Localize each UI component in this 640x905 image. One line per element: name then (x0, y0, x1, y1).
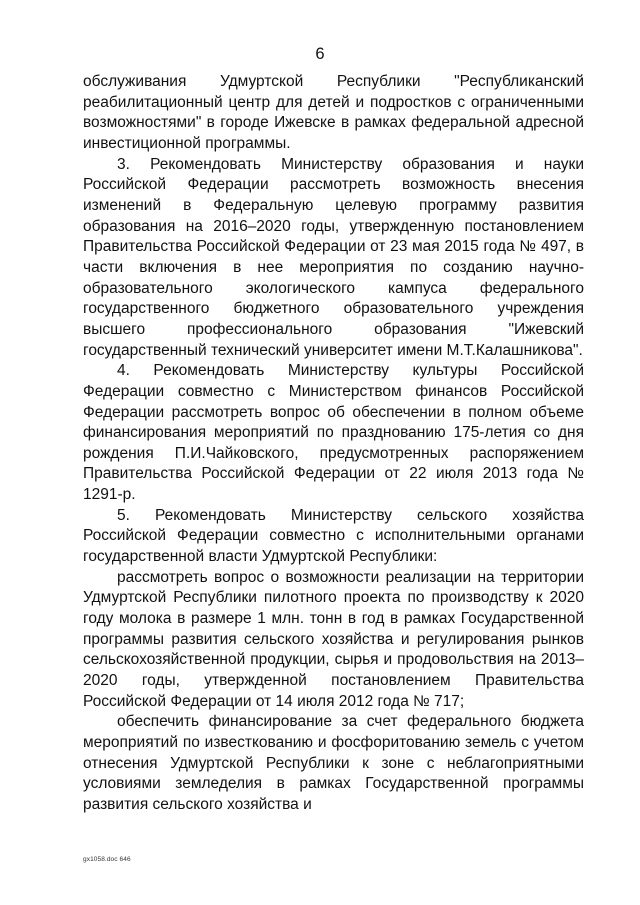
paragraph-subitem-financing: обеспечить финансирование за счет федерального бюджета мероприятий по известкованию и фосфоритованию земель с учетом отнесения Удмуртской Республики к зоне с неблагоприятными условиями земледелия в рамках Государственной программы развития сельского хозяйства и (83, 713, 584, 813)
document-body (83, 72, 584, 816)
document-footer: gx1058.doc 646 (83, 856, 131, 863)
paragraph-item-4: 4. Рекомендовать Министерству культуры Российской Федерации совместно с Министерством финансов Российской Федерации рассмотреть вопрос об обеспечении в полном объеме финансирования мероприятий по празднованию 175-летия со дня рождения П.И.Чайковского, предусмотренных распоряжением Правительства Российской Федерации от 22 июля 2013 года № 1291-р. (83, 362, 584, 504)
paragraph-item-5: 5. Рекомендовать Министерству сельского хозяйства Российской Федерации совместно с исполнительными органами государственной власти Удмуртской Республики: (83, 506, 584, 566)
paragraph-continuation: обслуживания Удмуртской Республики "Республиканский реабилитационный центр для детей и подростков с ограниченными возможностями" в городе Ижевске в рамках федеральной адресной инвестиционной программы. (83, 73, 584, 152)
paragraph-subitem-milk-project: рассмотреть вопрос о возможности реализации на территории Удмуртской Республики пилотного проекта по производству к 2020 году молока в размере 1 млн. тонн в год в рамках Государственной программы развития сельского хозяйства и регулирования рынков сельскохозяйственной продукции, сырья и продовольствия на 2013–2020 годы, утвержденной постановлением Правительства Российской Федерации от 14 июля 2012 года № 717; (83, 568, 584, 710)
page-number: 6 (315, 45, 325, 63)
paragraph-item-3: 3. Рекомендовать Министерству образования и науки Российской Федерации рассмотреть возможность внесения изменений в Федеральную целевую программу развития образования на 2016–2020 годы, утвержденную постановлением Правительства Российской Федерации от 23 мая 2015 года № 497, в части включения в нее мероприятия по созданию научно-образовательного экологического кампуса федерального государственного бюджетного образовательного учреждения высшего профессионального образования "Ижевский государственный технический университет имени М.Т.Калашникова". (83, 155, 584, 359)
